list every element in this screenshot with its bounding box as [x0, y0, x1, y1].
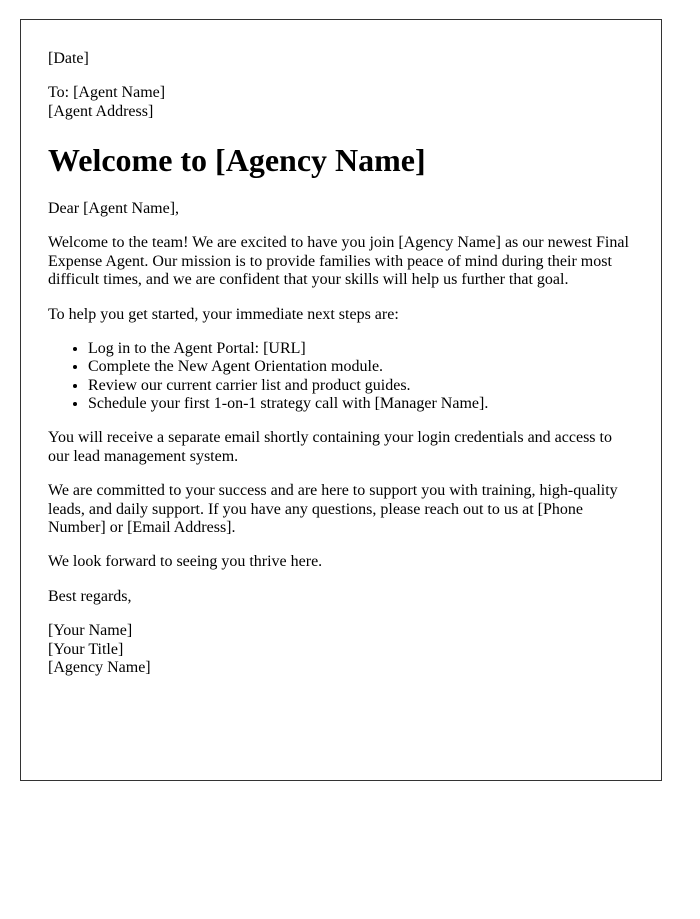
- sign-off: Best regards,: [48, 587, 132, 605]
- closing-paragraph: We look forward to seeing you thrive here.: [48, 553, 323, 571]
- signature-name: [Your Name]: [48, 622, 133, 640]
- support-paragraph: We are committed to your success and are here to support you with training, high-quality leads, and daily support. If you have any questions, please reach out to us at [Phone Number] or [Email Address].: [48, 482, 618, 537]
- list-item-agent-portal: • Log in to the Agent Portal: [URL]: [88, 340, 634, 358]
- next-steps-list: [48, 340, 634, 414]
- intro-paragraph: Welcome to the team! We are excited to have you join [Agency Name] as our newest Final Expense Agent. Our mission is to provide families with peace of mind during their most difficult times, and we are confident that your skills will help us further that goal.: [48, 234, 629, 289]
- recipient-to-line: To: [Agent Name]: [48, 84, 166, 102]
- list-item-orientation: • Complete the New Agent Orientation module.: [88, 358, 634, 376]
- recipient-address-line: [Agent Address]: [48, 102, 154, 120]
- salutation: Dear [Agent Name],: [48, 199, 180, 217]
- list-item-carrier-list: • Review our current carrier list and product guides.: [88, 377, 634, 395]
- signature-block: [48, 622, 634, 677]
- signature-agency: [Agency Name]: [48, 659, 151, 676]
- signature-title: [Your Title]: [48, 640, 124, 658]
- recipient-block: [48, 84, 634, 121]
- list-item-strategy-call: • Schedule your first 1-on-1 strategy call with [Manager Name].: [88, 395, 634, 413]
- letter-container: [20, 19, 662, 781]
- date-line: [Date]: [48, 50, 89, 67]
- steps-intro: To help you get started, your immediate next steps are:: [48, 305, 399, 323]
- credentials-paragraph: You will receive a separate email shortly containing your login credentials and access to our lead management system.: [48, 429, 612, 465]
- letter-heading: Welcome to [Agency Name]: [48, 142, 426, 179]
